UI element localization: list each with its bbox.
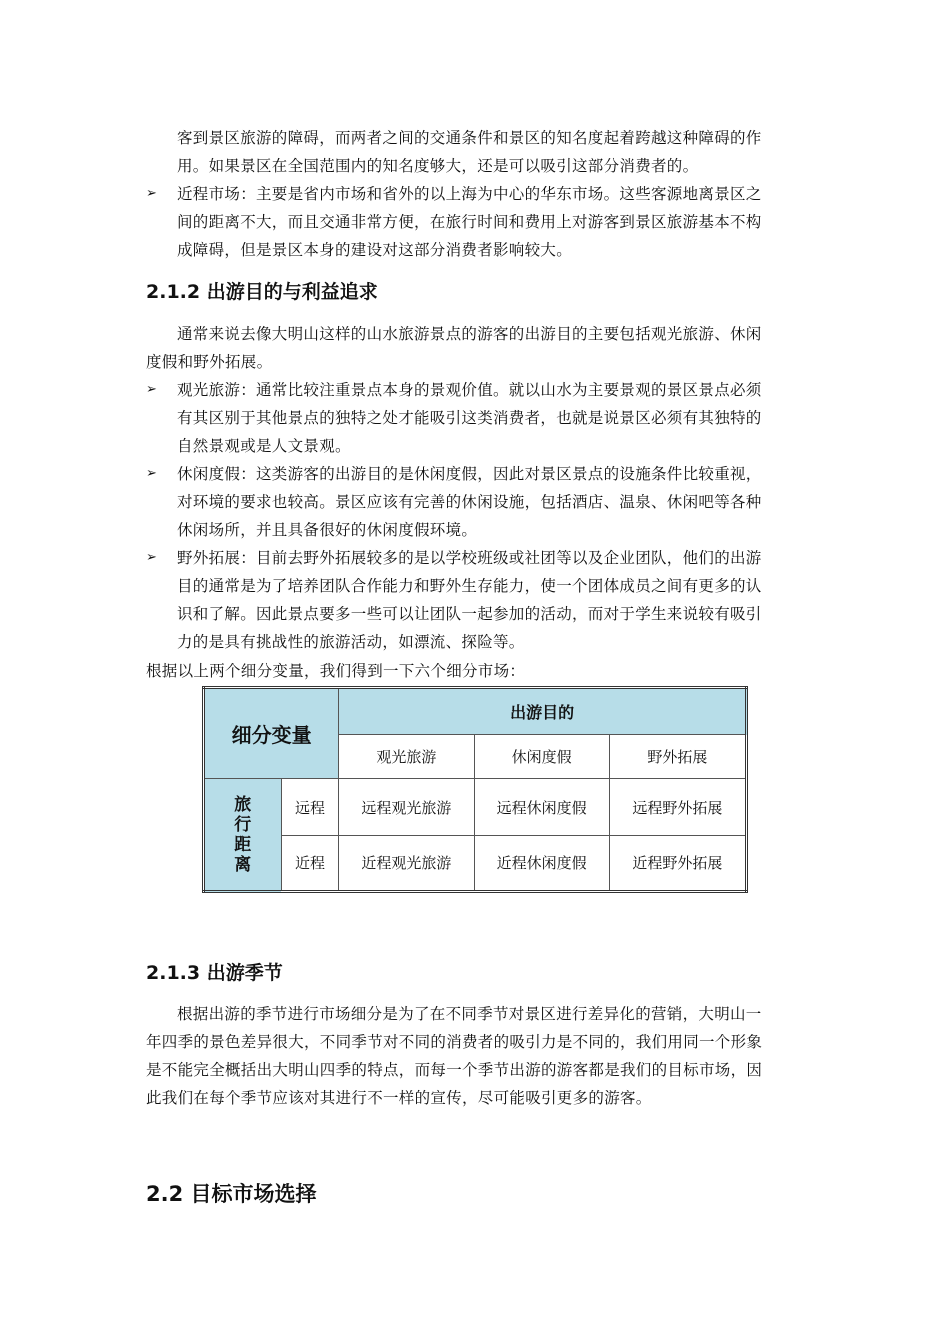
table-cell: 远程休闲度假 (474, 779, 609, 835)
table-row-group-header (204, 779, 282, 892)
bullet-line: 力的是具有挑战性的旅游活动，如漂流、探险等。 (177, 633, 525, 651)
row-group-char: 行 (234, 814, 252, 835)
bullet-line: 对环境的要求也较高。景区应该有完善的休闲设施，包括酒店、温泉、休闲吧等各种 (177, 493, 762, 511)
bullet-line: 间的距离不大，而且交通非常方便，在旅行时间和费用上对游客到景区旅游基本不构 (177, 213, 762, 231)
bullet-line: 识和了解。因此景点要多一些可以让团队一起参加的活动，而对于学生来说较有吸引 (177, 605, 762, 623)
paragraph-line: 年四季的景色差异很大，不同季节对不同的消费者的吸引力是不同的，我们用同一个形象 (146, 1033, 763, 1051)
summary-line: 根据以上两个细分变量，我们得到一下六个细分市场： (146, 662, 526, 680)
bullet-line: 观光旅游：通常比较注重景点本身的景观价值。就以山水为主要景观的景区景点必须 (177, 381, 762, 399)
bullet-arrow-icon: ➢ (146, 186, 157, 201)
section-heading-2-2: 2.2 目标市场选择 (146, 1182, 317, 1206)
bullet-line: 休闲场所，并且具备很好的休闲度假环境。 (177, 521, 478, 539)
paragraph-line: 此我们在每个季节应该对其进行不一样的宣传，尽可能吸引更多的游客。 (146, 1089, 652, 1107)
bullet-line: 野外拓展：目前去野外拓展较多的是以学校班级或社团等以及企业团队，他们的出游 (177, 549, 762, 567)
table-corner-header: 细分变量 (204, 688, 339, 779)
table-cell: 近程休闲度假 (474, 835, 609, 891)
section-heading-2-1-3: 2.1.3 出游季节 (146, 962, 283, 984)
table-cell: 近程观光旅游 (339, 835, 474, 891)
bullet-line: 有其区别于其他景点的独特之处才能吸引这类消费者，也就是说景区必须有其独特的 (177, 409, 762, 427)
bullet-line: 成障碍，但是景区本身的建设对这部分消费者影响较大。 (177, 241, 573, 259)
row-group-char: 旅 (234, 794, 252, 815)
bullet-arrow-icon: ➢ (146, 466, 157, 481)
table-col-header: 野外拓展 (609, 735, 746, 779)
section-heading-2-1-2: 2.1.2 出游目的与利益追求 (146, 281, 378, 303)
bullet-line: 自然景观或是人文景观。 (177, 437, 351, 455)
table-row-label: 远程 (281, 779, 339, 835)
paragraph-line: 是不能完全概括出大明山四季的特点，而每一个季节出游的游客都是我们的目标市场，因 (146, 1061, 763, 1079)
paragraph-line: 通常来说去像大明山这样的山水旅游景点的游客的出游目的主要包括观光旅游、休闲 (177, 325, 762, 343)
paragraph-line: 用。如果景区在全国范围内的知名度够大，还是可以吸引这部分消费者的。 (177, 157, 699, 175)
paragraph-line: 度假和野外拓展。 (146, 353, 273, 371)
table-cell: 近程野外拓展 (609, 835, 746, 891)
table-col-header: 休闲度假 (474, 735, 609, 779)
table-cell: 远程观光旅游 (339, 779, 474, 835)
row-group-char: 离 (234, 854, 252, 875)
table-cell: 远程野外拓展 (609, 779, 746, 835)
bullet-line: 目的通常是为了培养团队合作能力和野外生存能力，使一个团体成员之间有更多的认 (177, 577, 762, 595)
bullet-arrow-icon: ➢ (146, 382, 157, 397)
table-row (204, 779, 747, 835)
bullet-line: 休闲度假：这类游客的出游目的是休闲度假，因此对景区景点的设施条件比较重视， (177, 465, 762, 483)
table-col-header: 观光旅游 (339, 735, 474, 779)
paragraph-line: 客到景区旅游的障碍，而两者之间的交通条件和景区的知名度起着跨越这种障碍的作 (177, 129, 762, 147)
bullet-line: 近程市场：主要是省内市场和省外的以上海为中心的华东市场。这些客源地离景区之 (177, 185, 762, 203)
segmentation-table (202, 686, 748, 893)
table-row-label: 近程 (281, 835, 339, 891)
table-col-group-header: 出游目的 (339, 688, 747, 735)
paragraph-line: 根据出游的季节进行市场细分是为了在不同季节对景区进行差异化的营销，大明山一 (177, 1005, 762, 1023)
bullet-arrow-icon: ➢ (146, 550, 157, 565)
row-group-char: 距 (234, 834, 252, 855)
table-row (204, 835, 747, 891)
